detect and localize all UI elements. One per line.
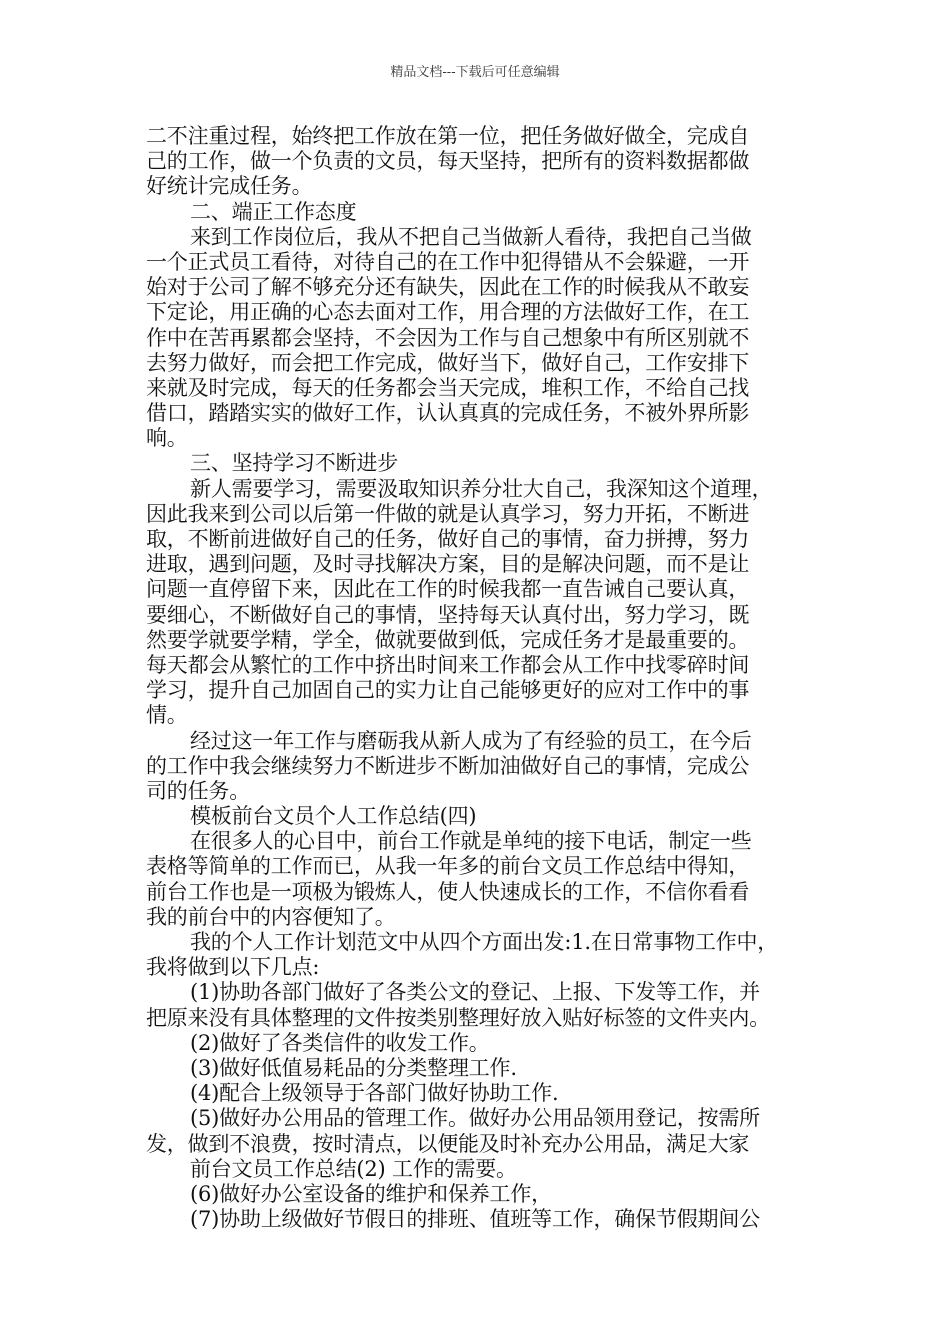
text-line: 模板前台文员个人工作总结(四) bbox=[190, 804, 477, 829]
text-line: 来就及时完成，每天的任务都会当天完成，堆积工作，不给自己找 bbox=[146, 375, 750, 400]
text-line: 二不注重过程，始终把工作放在第一位，把任务做好做全，完成自 bbox=[146, 124, 750, 148]
text-line: 每天都会从繁忙的工作中挤出时间来工作都会从工作中找零碎时间 bbox=[146, 652, 750, 677]
text-line: 问题一直停留下来，因此在工作的时候我都一直告诫自己要认真， bbox=[146, 577, 750, 602]
text-line: 好统计完成任务。 bbox=[146, 174, 313, 199]
text-line: (1)协助各部门做好了各类公文的登记、上报、下发等工作，并 bbox=[190, 980, 760, 1005]
text-line: 取，不断前进做好自己的任务，做好自己的事情，奋力拼搏，努力 bbox=[146, 527, 750, 551]
text-line: 因此我来到公司以后第一件做的就是认真学习，努力开拓，不断进 bbox=[146, 501, 750, 526]
text-line: 去努力做好，而会把工作完成，做好当下，做好自己，工作安排下 bbox=[146, 350, 750, 375]
page-header: 精品文档---下载后可任意编辑 bbox=[390, 65, 560, 80]
text-line: 二、端正工作态度 bbox=[190, 199, 357, 224]
text-line: (3)做好低值易耗品的分类整理工作. bbox=[190, 1055, 517, 1080]
text-line: 下定论，用正确的心态去面对工作，用合理的方法做好工作，在工 bbox=[146, 300, 750, 325]
text-line: 司的任务。 bbox=[146, 778, 250, 803]
text-line: 情。 bbox=[146, 703, 188, 728]
text-line: 把原来没有具体整理的文件按类别整理好放入贴好标签的文件夹内。 bbox=[146, 1005, 770, 1030]
text-line: 新人需要学习，需要汲取知识养分壮大自己，我深知这个道理， bbox=[190, 476, 773, 501]
text-line: 始对于公司了解不够充分还有缺失，因此在工作的时候我从不敢妄 bbox=[146, 275, 750, 300]
text-line: 我将做到以下几点: bbox=[146, 955, 320, 980]
text-line: 一个正式员工看待，对待自己的在工作中犯得错从不会躲避，一开 bbox=[146, 249, 750, 274]
text-line: 我的前台中的内容便知了。 bbox=[146, 904, 396, 929]
text-line: 表格等简单的工作而已，从我一年多的前台文员工作总结中得知， bbox=[146, 854, 750, 879]
text-line: 发，做到不浪费，按时清点，以便能及时补充办公用品，满足大家 bbox=[146, 1131, 750, 1156]
document-body bbox=[146, 124, 814, 1232]
text-line: 我的个人工作计划范文中从四个方面出发:1.在日常事物工作中， bbox=[190, 930, 779, 954]
text-line: 在很多人的心目中，前台工作就是单纯的接下电话，制定一些 bbox=[190, 829, 752, 854]
text-line: 前台文员工作总结(2) 工作的需要。 bbox=[190, 1156, 517, 1181]
text-line: (4)配合上级领导于各部门做好协助工作. bbox=[190, 1081, 559, 1106]
text-line: 响。 bbox=[146, 426, 188, 451]
text-line: 来到工作岗位后，我从不把自己当做新人看待，我把自己当做 bbox=[190, 224, 752, 249]
text-line: 前台工作也是一项极为锻炼人，使人快速成长的工作，不信你看看 bbox=[146, 879, 750, 904]
text-line: (2)做好了各类信件的收发工作。 bbox=[190, 1030, 490, 1055]
text-line: 要细心，不断做好自己的事情，坚持每天认真付出，努力学习，既 bbox=[146, 602, 750, 627]
text-line: 然要学就要学精，学全，做就要做到低，完成任务才是最重要的。 bbox=[146, 627, 750, 652]
text-line: 己的工作，做一个负责的文员，每天坚持，把所有的资料数据都做 bbox=[146, 149, 750, 174]
text-line: 进取，遇到问题，及时寻找解决方案，目的是解决问题，而不是让 bbox=[146, 552, 750, 577]
text-line: 的工作中我会继续努力不断进步不断加油做好自己的事情，完成公 bbox=[146, 753, 750, 778]
text-line: (7)协助上级做好节假日的排班、值班等工作，确保节假期间公 bbox=[190, 1207, 760, 1232]
text-line: (5)做好办公用品的管理工作。做好办公用品领用登记，按需所 bbox=[190, 1106, 760, 1131]
text-line: 学习，提升自己加固自己的实力让自己能够更好的应对工作中的事 bbox=[146, 678, 750, 703]
text-line: (6)做好办公室设备的维护和保养工作， bbox=[190, 1181, 552, 1206]
text-line: 借口，踏踏实实的做好工作，认认真真的完成任务，不被外界所影 bbox=[146, 401, 750, 426]
text-line: 三、坚持学习不断进步 bbox=[190, 451, 398, 476]
text-line: 经过这一年工作与磨砺我从新人成为了有经验的员工，在今后 bbox=[190, 728, 752, 753]
text-line: 作中在苦再累都会坚持，不会因为工作与自己想象中有所区别就不 bbox=[146, 325, 750, 350]
